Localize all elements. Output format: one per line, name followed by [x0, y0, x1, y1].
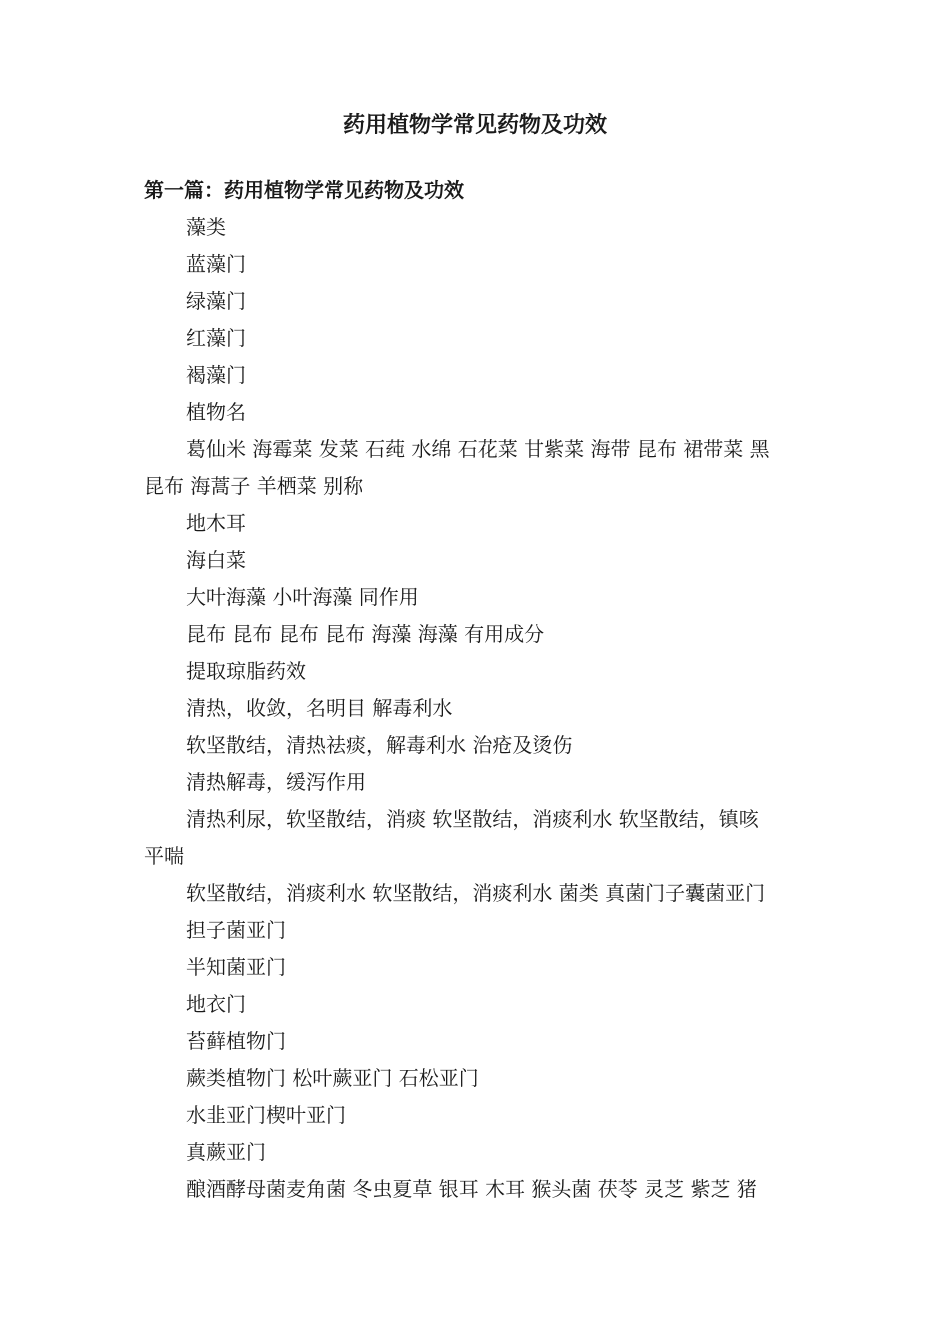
paragraph: 海白菜 [186, 548, 246, 572]
paragraph: 清热，收敛，名明目 解毒利水 [186, 696, 453, 720]
paragraph: 蓝藻门 [186, 252, 246, 276]
paragraph: 担子菌亚门 [186, 918, 286, 942]
document-body [144, 209, 808, 1208]
paragraph: 地木耳 [186, 511, 246, 535]
paragraph-line: 清热利尿，软坚散结，消痰 软坚散结，消痰利水 软坚散结，镇咳 [186, 807, 759, 831]
paragraph-effects [144, 801, 808, 875]
paragraph: 软坚散结，清热祛痰，解毒利水 治疮及烫伤 [186, 733, 573, 757]
paragraph-line: 平喘 [144, 844, 184, 868]
paragraph-line: 昆布 海蒿子 羊栖菜 别称 [144, 474, 364, 498]
paragraph: 大叶海藻 小叶海藻 同作用 [186, 585, 419, 609]
paragraph: 苔藓植物门 [186, 1029, 286, 1053]
paragraph: 植物名 [186, 400, 246, 424]
paragraph: 昆布 昆布 昆布 昆布 海藻 海藻 有用成分 [186, 622, 545, 646]
paragraph: 蕨类植物门 松叶蕨亚门 石松亚门 [186, 1066, 479, 1090]
paragraph: 水韭亚门楔叶亚门 [186, 1103, 346, 1127]
paragraph: 绿藻门 [186, 289, 246, 313]
paragraph: 真蕨亚门 [186, 1140, 266, 1164]
paragraph: 提取琼脂药效 [186, 659, 306, 683]
paragraph-line: 葛仙米 海霉菜 发菜 石莼 水绵 石花菜 甘紫菜 海带 昆布 裙带菜 黑 [186, 437, 770, 461]
paragraph: 红藻门 [186, 326, 246, 350]
paragraph: 软坚散结，消痰利水 软坚散结，消痰利水 菌类 真菌门子囊菌亚门 [186, 881, 766, 905]
paragraph: 地衣门 [186, 992, 246, 1016]
paragraph: 酿酒酵母菌麦角菌 冬虫夏草 银耳 木耳 猴头菌 茯苓 灵芝 紫芝 猪 [186, 1177, 757, 1201]
paragraph: 清热解毒，缓泻作用 [186, 770, 366, 794]
paragraph: 褐藻门 [186, 363, 246, 387]
paragraph: 半知菌亚门 [186, 955, 286, 979]
document-title: 药用植物学常见药物及功效 [342, 113, 607, 138]
paragraph: 藻类 [186, 215, 226, 239]
section-heading: 第一篇：药用植物学常见药物及功效 [144, 178, 464, 202]
paragraph-plant-names [144, 431, 808, 505]
